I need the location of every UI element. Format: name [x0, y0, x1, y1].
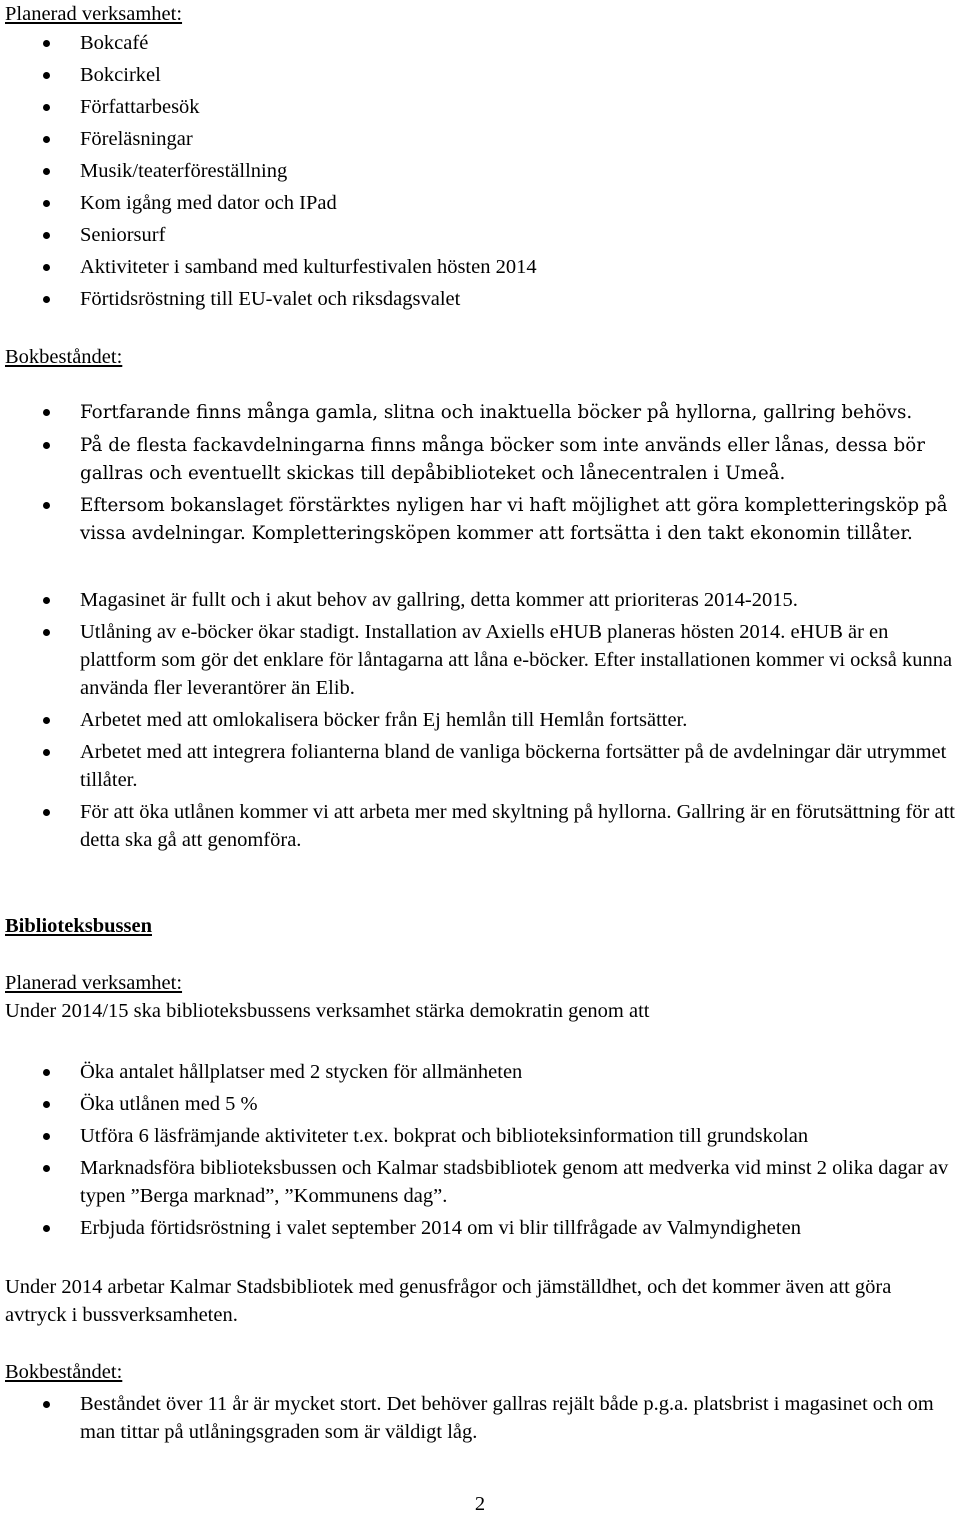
list-item: Bokcirkel — [5, 61, 955, 93]
planned-activities-list — [5, 29, 955, 317]
book-stock-label: Bokbeståndet: — [5, 1361, 123, 1383]
list-item — [5, 492, 955, 548]
list-item: Seniorsurf — [5, 221, 955, 253]
stock-text: Eftersom bokanslaget förstärktes nyligen har vi haft möjlighet att göra kompletteringsköp på vissa avdelningar. — [80, 495, 948, 544]
intro-paragraph: Under 2014/15 ska biblioteksbussens verksamhet stärka demokratin genom att — [5, 1000, 650, 1022]
bus-planned-list — [5, 1058, 955, 1242]
list-item: Öka utlånen med 5 % — [5, 1090, 955, 1118]
gender-paragraph: Under 2014 arbetar Kalmar Stadsbibliotek med genusfrågor och jämställdhet, och det kommer även att göra avtryck i bussverksamheten. — [5, 1276, 892, 1326]
book-stock-list-a — [5, 399, 955, 548]
list-item: På de flesta fackavdelningarna finns många böcker som inte används eller lånas, dessa bör gallras och eventuellt skickas till depåbiblioteket och lånecentralen i Umeå. — [5, 432, 955, 488]
section-heading-library-bus: Biblioteksbussen — [5, 915, 152, 937]
list-item: Kom igång med dator och IPad — [5, 189, 955, 221]
list-item: Fortfarande finns många gamla, slitna och inaktuella böcker på hyllorna, gallring behövs. — [5, 399, 955, 427]
list-item: Utföra 6 läsfrämjande aktiviteter t.ex. bokprat och biblioteksinformation till grundskolan — [5, 1122, 955, 1150]
book-stock-list-b — [5, 586, 955, 854]
planned-activities-label: Planerad verksamhet: — [5, 3, 183, 25]
list-item: Magasinet är fullt och i akut behov av gallring, detta kommer att prioriteras 2014-2015. — [5, 586, 955, 614]
book-stock-label: Bokbeståndet: — [5, 346, 123, 368]
list-item: Beståndet över 11 år är mycket stort. Det behöver gallras rejält både p.g.a. platsbrist i magasinet och om man tittar på utlåningsgraden som är väldigt låg. — [5, 1390, 955, 1446]
list-item: Erbjuda förtidsröstning i valet september 2014 om vi blir tillfrågade av Valmyndigheten — [5, 1214, 955, 1242]
bus-stock-list — [5, 1390, 955, 1446]
list-item: Musik/teaterföreställning — [5, 157, 955, 189]
list-item: Arbetet med att integrera folianterna bland de vanliga böckerna fortsätter på de avdelningar där utrymmet tillåter. — [5, 738, 955, 794]
stock-text: Kompletteringsköpen kommer att fortsätta i den takt ekonomin tillåter. — [251, 523, 913, 544]
list-item: Arbetet med att omlokalisera böcker från Ej hemlån till Hemlån fortsätter. — [5, 706, 955, 734]
list-item: För att öka utlånen kommer vi att arbeta mer med skyltning på hyllorna. Gallring är en förutsättning för att detta ska gå att genomföra. — [5, 798, 955, 854]
list-item: Aktiviteter i samband med kulturfestivalen hösten 2014 — [5, 253, 955, 285]
list-item: Bokcafé — [5, 29, 955, 61]
list-item: Marknadsföra biblioteksbussen och Kalmar stadsbibliotek genom att medverka vid minst 2 olika dagar av typen ”Berga marknad”, ”Kommunens dag”. — [5, 1154, 955, 1210]
list-item: Föreläsningar — [5, 125, 955, 157]
list-item: Utlåning av e-böcker ökar stadigt. Installation av Axiells eHUB planeras hösten 2014. eHUB är en plattform som gör det enklare för låntagarna att låna e-böcker. Efter installationen kommer vi också kunna använda fler leverantörer än Elib. — [5, 618, 955, 702]
list-item: Författarbesök — [5, 93, 955, 125]
list-item: Förtidsröstning till EU-valet och riksdagsvalet — [5, 285, 955, 317]
list-item: Öka antalet hållplatser med 2 stycken för allmänheten — [5, 1058, 955, 1086]
page-number: 2 — [474, 1493, 486, 1515]
planned-activities-label: Planerad verksamhet: — [5, 972, 183, 994]
